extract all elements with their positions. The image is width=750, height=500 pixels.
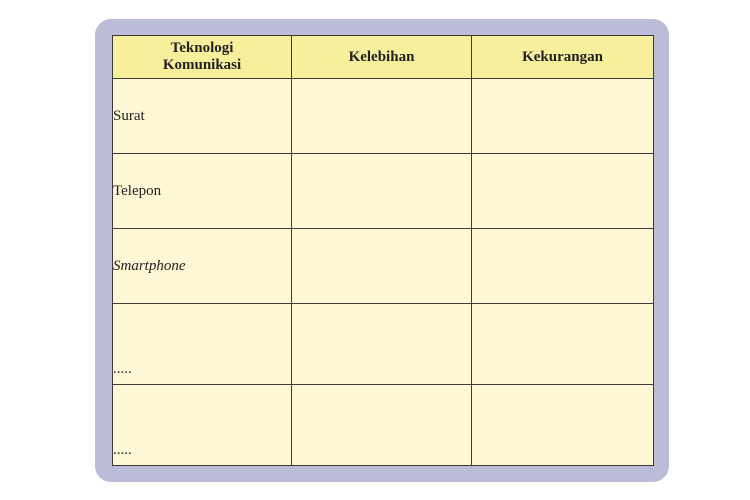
kekurangan-cell[interactable] <box>472 79 654 154</box>
row-label-blank[interactable]: ..... <box>113 304 292 385</box>
comparison-table <box>112 35 654 466</box>
kekurangan-cell[interactable] <box>472 385 654 466</box>
header-teknologi-line1: Teknologi <box>170 40 234 56</box>
header-teknologi-komunikasi <box>113 36 292 79</box>
kelebihan-cell[interactable] <box>292 304 472 385</box>
row-label-telepon: Telepon <box>113 154 292 229</box>
table-row <box>113 304 654 385</box>
table-row <box>113 385 654 466</box>
row-label-blank[interactable]: ..... <box>113 385 292 466</box>
kekurangan-cell[interactable] <box>472 304 654 385</box>
kelebihan-cell[interactable] <box>292 79 472 154</box>
kekurangan-cell[interactable] <box>472 154 654 229</box>
header-kekurangan: Kekurangan <box>472 36 654 79</box>
kelebihan-cell[interactable] <box>292 385 472 466</box>
header-row <box>113 36 654 79</box>
table-row <box>113 229 654 304</box>
table-frame <box>95 19 669 482</box>
row-label-surat: Surat <box>113 79 292 154</box>
header-teknologi-line2: Komunikasi <box>162 57 242 73</box>
kelebihan-cell[interactable] <box>292 229 472 304</box>
kelebihan-cell[interactable] <box>292 154 472 229</box>
row-label-smartphone: Smartphone <box>113 229 292 304</box>
kekurangan-cell[interactable] <box>472 229 654 304</box>
table-row <box>113 79 654 154</box>
table-row <box>113 154 654 229</box>
header-kelebihan: Kelebihan <box>292 36 472 79</box>
